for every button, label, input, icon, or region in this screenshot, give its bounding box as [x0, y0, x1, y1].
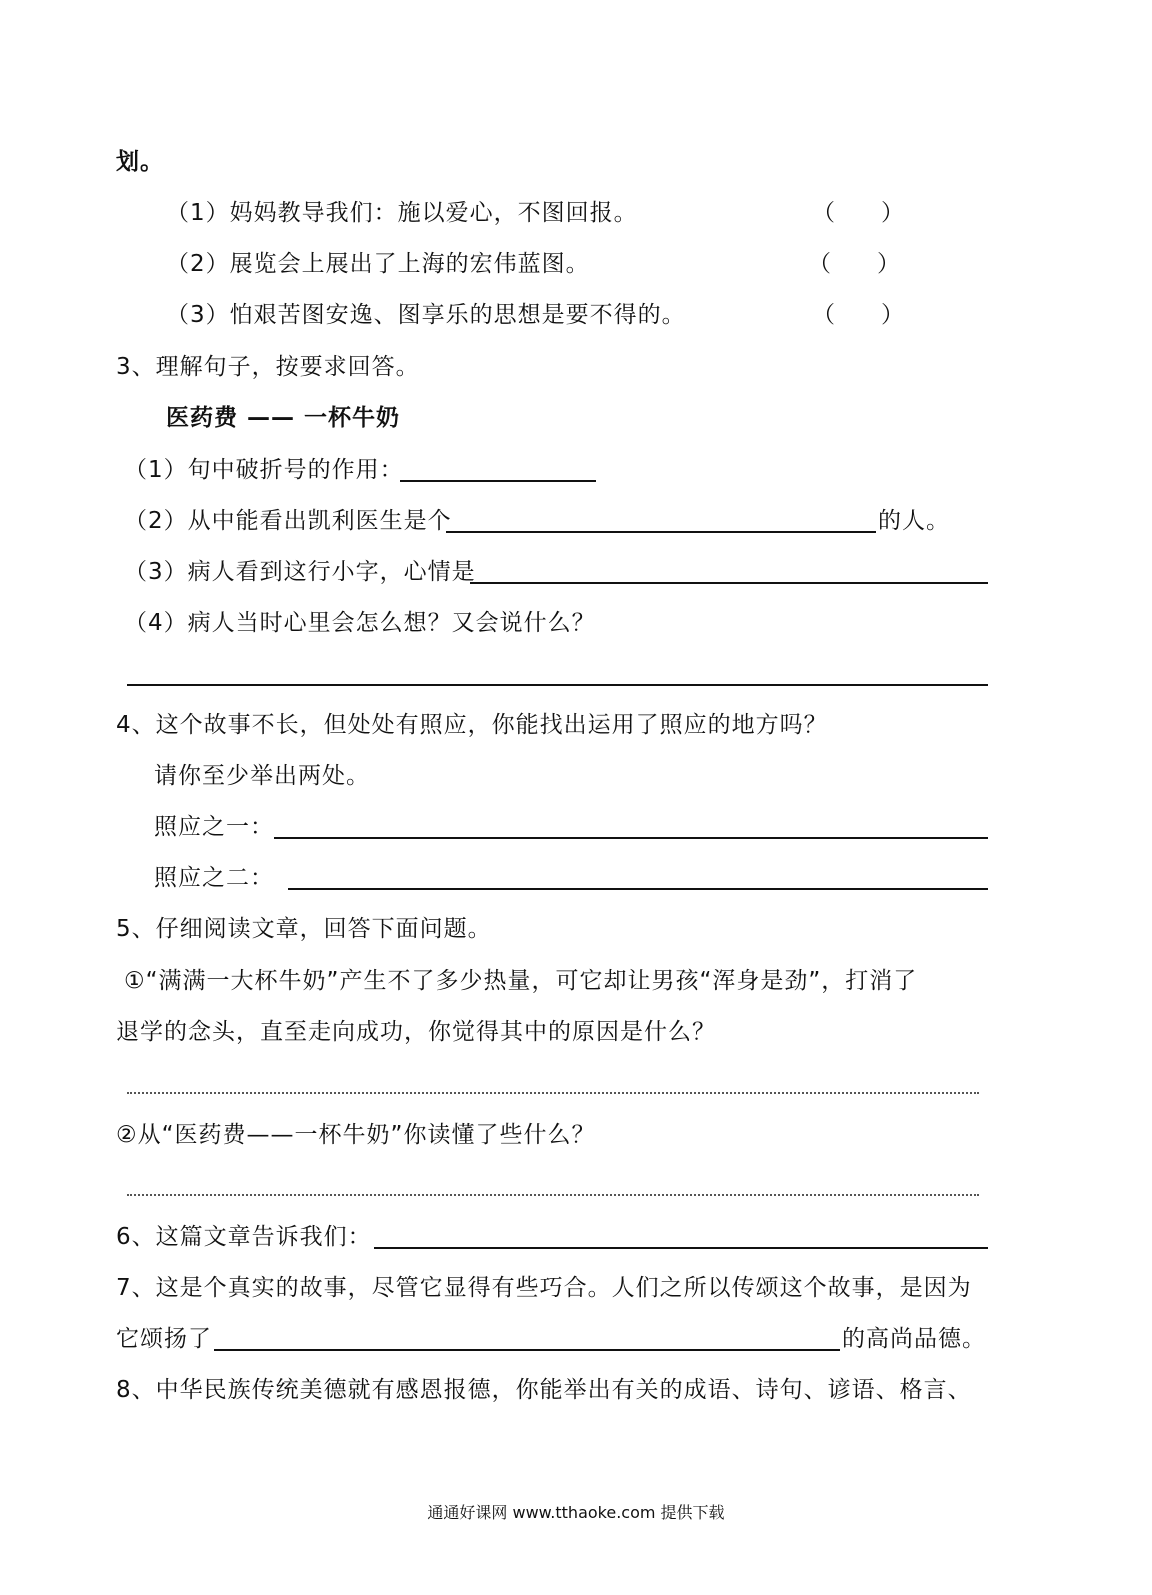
q3-sub2-answer-line[interactable]	[446, 531, 876, 533]
q7-line2-after: 的高尚品德。	[842, 1326, 986, 1352]
q2-item-2: （2）展览会上展出了上海的宏伟蓝图。	[166, 251, 590, 277]
q3-sub4: （4）病人当时心里会怎么想？又会说什么？	[124, 610, 596, 636]
q5-part1-answer-line[interactable]	[127, 1092, 979, 1094]
q2-item-1: （1）妈妈教导我们：施以爱心，不图回报。	[166, 200, 638, 226]
q3-sub3-answer-line[interactable]	[470, 582, 988, 584]
q4-item2: 照应之二：	[154, 865, 274, 891]
q5-part1-line2: 退学的念头，直至走向成功，你觉得其中的原因是什么？	[116, 1019, 716, 1045]
q5-part2-answer-line[interactable]	[127, 1194, 979, 1196]
page-footer: 通通好课网 www.tthaoke.com 提供下载	[427, 1503, 725, 1522]
continued-text-fragment: 划。	[116, 149, 164, 175]
q5-part2: ②从“医药费——一杯牛奶”你读懂了些什么？	[116, 1122, 596, 1148]
q2-item-3: （3）怕艰苦图安逸、图享乐的思想是要不得的。	[166, 302, 686, 328]
q4-line2: 请你至少举出两处。	[154, 763, 370, 789]
q6-answer-line[interactable]	[374, 1247, 988, 1249]
q3-sub1: （1）句中破折号的作用：	[124, 457, 404, 483]
q2-answer-blank-3[interactable]: （ ）	[812, 302, 904, 328]
q4-item1: 照应之一：	[154, 814, 274, 840]
q5-part1-line1: ①“满满一大杯牛奶”产生不了多少热量，可它却让男孩“浑身是劲”，打消了	[124, 968, 918, 994]
q3-sub3: （3）病人看到这行小字，心情是	[124, 559, 476, 585]
q3-sub2-after: 的人。	[878, 508, 950, 534]
q3-sub1-answer-line[interactable]	[400, 480, 596, 482]
q2-answer-blank-2[interactable]: （ ）	[808, 251, 900, 277]
q3-title: 3、理解句子，按要求回答。	[116, 354, 420, 380]
q4-title: 4、这个故事不长，但处处有照应，你能找出运用了照应的地方吗？	[116, 712, 828, 738]
q7-line1: 7、这是个真实的故事，尽管它显得有些巧合。人们之所以传颂这个故事，是因为	[116, 1275, 972, 1301]
q3-sub4-answer-line[interactable]	[127, 684, 988, 686]
q3-quote: 医药费 —— 一杯牛奶	[166, 405, 401, 431]
q7-line2-before: 它颂扬了	[116, 1326, 212, 1352]
q3-sub2-before: （2）从中能看出凯利医生是个	[124, 508, 452, 534]
q4-item1-answer-line[interactable]	[274, 837, 988, 839]
q2-answer-blank-1[interactable]: （ ）	[812, 200, 904, 226]
q7-answer-line[interactable]	[214, 1349, 840, 1351]
q5-title: 5、仔细阅读文章，回答下面问题。	[116, 916, 492, 942]
q6-prompt: 6、这篇文章告诉我们：	[116, 1224, 372, 1250]
q8-prompt: 8、中华民族传统美德就有感恩报德，你能举出有关的成语、诗句、谚语、格言、	[116, 1377, 972, 1403]
q4-item2-answer-line[interactable]	[288, 888, 988, 890]
